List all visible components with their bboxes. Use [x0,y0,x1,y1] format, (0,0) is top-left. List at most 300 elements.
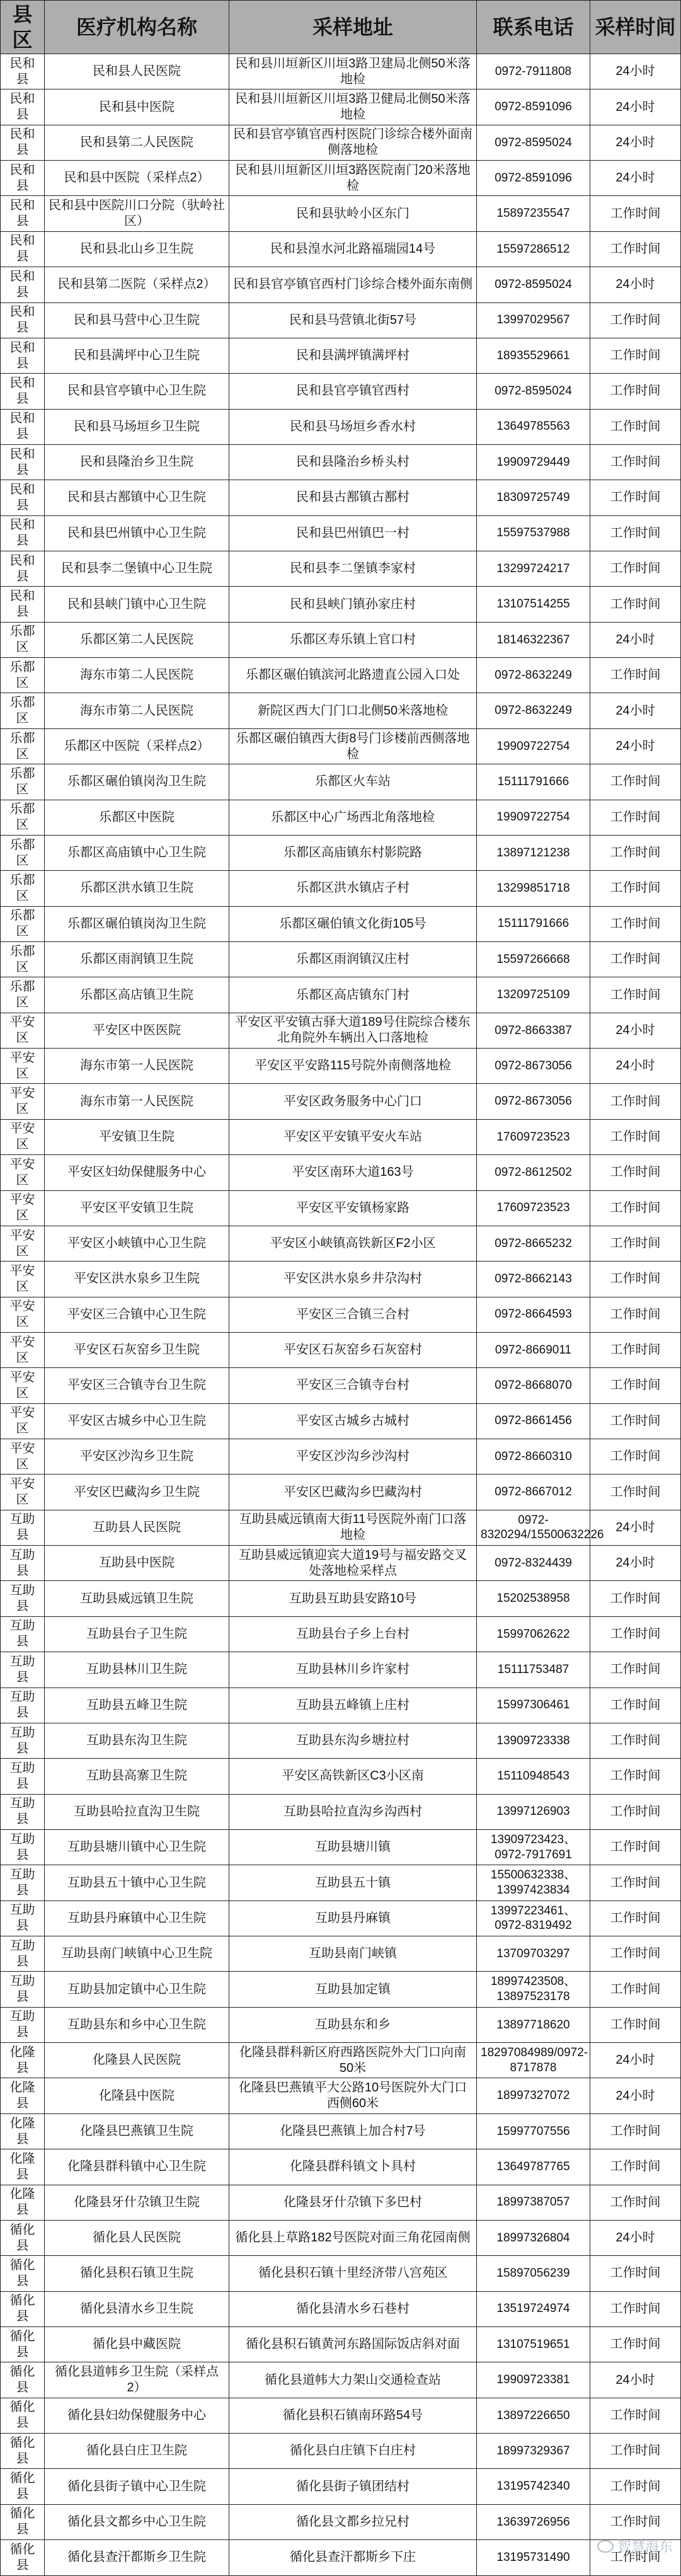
table-row [1,2398,681,2433]
cell-hours: 24小时 [590,161,681,196]
cell-phone: 0972-8632249 [477,658,590,693]
table-row [1,1013,681,1048]
cell-address: 乐都区洪水镇店子村 [229,871,477,906]
cell-county: 民和县 [1,125,45,160]
table-row [1,1332,681,1367]
table-row [1,2327,681,2362]
cell-institution: 平安区平安镇卫生院 [45,1190,229,1226]
cell-address: 平安区政务服务中心门口 [229,1084,477,1119]
cell-phone: 13195731490 [477,2540,590,2575]
cell-phone: 0972-8612502 [477,1155,590,1190]
cell-address: 化隆县巴燕镇平大公路10号医院外大门口西侧60米 [229,2078,477,2113]
cell-address: 平安区平安路115号院外南侧落地检 [229,1049,477,1084]
cell-county: 民和县 [1,196,45,231]
table-row [1,1155,681,1190]
cell-phone: 15500632338、13997423834 [477,1865,590,1900]
table-row [1,764,681,800]
table-row [1,551,681,587]
cell-county: 循化县 [1,2504,45,2539]
cell-county: 民和县 [1,54,45,89]
cell-phone: 0972-8665232 [477,1226,590,1261]
cell-institution: 互助县台子卫生院 [45,1616,229,1652]
table-row [1,1510,681,1545]
cell-county: 平安区 [1,1119,45,1154]
table-row [1,1297,681,1332]
cell-hours: 24小时 [590,1510,681,1545]
cell-phone: 13299724217 [477,551,590,587]
cell-institution: 民和县巴州镇中心卫生院 [45,515,229,551]
cell-hours: 工作时间 [590,1652,681,1688]
cell-address: 民和县古鄯镇古鄯村 [229,480,477,515]
table-row [1,515,681,551]
cell-county: 化隆县 [1,2043,45,2078]
table-header-row [1,1,681,54]
cell-county: 循化县 [1,2540,45,2575]
cell-phone: 0972-8320294/15500632226 [477,1510,590,1545]
cell-institution: 互助县人民医院 [45,1510,229,1545]
cell-address: 平安区古城乡古城村 [229,1403,477,1439]
cell-hours: 工作时间 [590,587,681,622]
cell-county: 化隆县 [1,2113,45,2149]
cell-institution: 民和县第二人民医院 [45,125,229,160]
cell-address: 民和县川垣新区川垣3路医院南门20米落地检 [229,161,477,196]
cell-institution: 循化县道帏乡卫生院（采样点2） [45,2362,229,2398]
cell-address: 循化县积石镇南环路54号 [229,2398,477,2433]
cell-phone: 15997306461 [477,1688,590,1723]
cell-county: 互助县 [1,1546,45,1581]
cell-county: 平安区 [1,1084,45,1119]
cell-hours: 工作时间 [590,338,681,373]
cell-institution: 平安区沙沟乡卫生院 [45,1439,229,1475]
table-row [1,2256,681,2291]
cell-phone: 0972-8669011 [477,1332,590,1367]
cell-institution: 平安区妇幼保健服务中心 [45,1155,229,1190]
cell-address: 乐都区碾伯镇文化街105号 [229,906,477,941]
cell-institution: 海东市第二人民医院 [45,658,229,693]
table-row [1,906,681,941]
table-row [1,728,681,764]
cell-county: 乐都区 [1,941,45,977]
cell-county: 平安区 [1,1190,45,1226]
cell-address: 平安区南环大道163号 [229,1155,477,1190]
cell-hours: 工作时间 [590,2504,681,2539]
cell-hours: 工作时间 [590,2291,681,2326]
cell-county: 平安区 [1,1403,45,1439]
table-row [1,302,681,338]
cell-county: 民和县 [1,409,45,444]
cell-address: 循化县道帏大力架山交通检查站 [229,2362,477,2398]
cell-phone: 0972-8660310 [477,1439,590,1475]
cell-hours: 工作时间 [590,906,681,941]
cell-county: 平安区 [1,1297,45,1332]
cell-county: 平安区 [1,1368,45,1403]
cell-phone: 0972-8661456 [477,1403,590,1439]
cell-county: 乐都区 [1,728,45,764]
cell-county: 循化县 [1,2469,45,2504]
cell-institution: 互助县塘川镇中心卫生院 [45,1829,229,1865]
table-row [1,2362,681,2398]
cell-phone: 13107514255 [477,587,590,622]
cell-phone: 15897056239 [477,2256,590,2291]
cell-institution: 民和县李二堡镇中心卫生院 [45,551,229,587]
cell-address: 民和县官亭镇官西村 [229,374,477,409]
cell-institution: 民和县中医院 [45,89,229,125]
cell-hours: 工作时间 [590,374,681,409]
cell-institution: 互助县中医院 [45,1546,229,1581]
cell-hours: 工作时间 [590,800,681,835]
cell-phone: 15202538958 [477,1581,590,1616]
cell-phone: 18935529661 [477,338,590,373]
cell-hours: 工作时间 [590,2185,681,2220]
cell-hours: 工作时间 [590,1865,681,1900]
cell-hours: 工作时间 [590,1475,681,1510]
cell-county: 互助县 [1,1688,45,1723]
cell-address: 平安区平安镇古驿大道189号住院综合楼东北角院外车辆出入口落地检 [229,1013,477,1048]
cell-phone: 15111791666 [477,764,590,800]
cell-hours: 工作时间 [590,1084,681,1119]
cell-hours: 24小时 [590,54,681,89]
cell-institution: 民和县马营中心卫生院 [45,302,229,338]
table-row [1,54,681,89]
cell-hours: 工作时间 [590,1616,681,1652]
cell-address: 互助县威远镇南大街11号医院外南门口落地检 [229,1510,477,1545]
cell-institution: 互助县威远镇卫生院 [45,1581,229,1616]
cell-county: 乐都区 [1,871,45,906]
cell-institution: 循化县中藏医院 [45,2327,229,2362]
table-row [1,2007,681,2042]
watermark [597,2536,673,2556]
cell-phone: 0972-7911808 [477,54,590,89]
cell-county: 互助县 [1,1759,45,1794]
cell-institution: 互助县哈拉直沟卫生院 [45,1794,229,1829]
cell-address: 循化县街子镇团结村 [229,2469,477,2504]
cell-institution: 化隆县人民医院 [45,2043,229,2078]
table-row [1,622,681,657]
cell-address: 民和县马营镇北街57号 [229,302,477,338]
table-row [1,1368,681,1403]
cell-phone: 13997126903 [477,1794,590,1829]
cell-hours: 工作时间 [590,2327,681,2362]
cell-phone: 0972-8673056 [477,1084,590,1119]
cell-phone: 15110948543 [477,1759,590,1794]
cell-county: 乐都区 [1,622,45,657]
cell-address: 互助县东和乡 [229,2007,477,2042]
cell-institution: 民和县马场垣乡卫生院 [45,409,229,444]
header-address: 采样地址 [229,1,477,54]
cell-county: 乐都区 [1,800,45,835]
cell-county: 循化县 [1,2362,45,2398]
table-row [1,2540,681,2575]
cell-county: 循化县 [1,2256,45,2291]
cell-address: 民和县官亭镇官西村门诊综合楼外面东南侧 [229,267,477,302]
cell-hours: 工作时间 [590,2007,681,2042]
table-row [1,2149,681,2185]
cell-institution: 乐都区洪水镇卫生院 [45,871,229,906]
cell-institution: 平安镇卫生院 [45,1119,229,1154]
cell-address: 乐都区中心广场西北角落地检 [229,800,477,835]
cell-county: 民和县 [1,267,45,302]
cell-address: 民和县巴州镇巴一村 [229,515,477,551]
cell-institution: 民和县北山乡卫生院 [45,231,229,267]
cell-institution: 民和县官亭镇中心卫生院 [45,374,229,409]
cell-institution: 乐都区碾伯镇岗沟卫生院 [45,764,229,800]
header-hours: 采样时间 [590,1,681,54]
cell-hours: 工作时间 [590,1297,681,1332]
table-row [1,1900,681,1936]
cell-county: 互助县 [1,1510,45,1545]
cell-county: 循化县 [1,2327,45,2362]
cell-address: 平安区三合镇三合村 [229,1297,477,1332]
cell-hours: 24小时 [590,2220,681,2255]
cell-hours: 工作时间 [590,302,681,338]
cell-county: 平安区 [1,1155,45,1190]
cell-address: 新院区西大门门口北侧50米落地检 [229,693,477,728]
cell-institution: 平安区三合镇寺台卫生院 [45,1368,229,1403]
table-row [1,1723,681,1758]
cell-hours: 24小时 [590,2362,681,2398]
cell-address: 乐都区高庙镇东村影院路 [229,835,477,870]
table-row [1,2504,681,2539]
cell-county: 循化县 [1,2220,45,2255]
cell-phone: 0972-8667012 [477,1475,590,1510]
cell-institution: 乐都区第二人民医院 [45,622,229,657]
cell-county: 乐都区 [1,906,45,941]
cell-institution: 民和县第二医院（采样点2） [45,267,229,302]
cell-county: 互助县 [1,1616,45,1652]
cell-county: 乐都区 [1,764,45,800]
cell-county: 民和县 [1,161,45,196]
cell-phone: 0972-8662143 [477,1262,590,1297]
cell-county: 民和县 [1,374,45,409]
cell-county: 民和县 [1,231,45,267]
cell-institution: 民和县中医院川口分院（驮岭社区） [45,196,229,231]
cell-hours: 工作时间 [590,658,681,693]
cell-hours: 工作时间 [590,1900,681,1936]
watermark-text: 智慧海东 [617,2539,673,2555]
table-row [1,1865,681,1900]
cell-county: 互助县 [1,1936,45,1972]
table-row [1,1439,681,1475]
cell-phone: 13299851718 [477,871,590,906]
cell-county: 互助县 [1,1829,45,1865]
cell-phone: 0972-8595024 [477,125,590,160]
cell-address: 民和县川垣新区川垣3路卫健局北侧50米落地检 [229,89,477,125]
header-institution: 医疗机构名称 [45,1,229,54]
cell-hours: 24小时 [590,1049,681,1084]
cell-phone: 18146322367 [477,622,590,657]
table-row [1,1794,681,1829]
cell-address: 循化县清水乡石巷村 [229,2291,477,2326]
cell-county: 乐都区 [1,977,45,1013]
cell-phone: 0972-8324439 [477,1546,590,1581]
cell-address: 互助县林川乡许家村 [229,1652,477,1688]
cell-phone: 18997329367 [477,2434,590,2469]
cell-county: 互助县 [1,1723,45,1758]
cell-hours: 工作时间 [590,196,681,231]
cell-county: 民和县 [1,444,45,480]
table-row [1,1972,681,2007]
cell-hours: 工作时间 [590,2540,681,2575]
cell-address: 乐都区雨润镇汉庄村 [229,941,477,977]
cell-address: 乐都区高店镇东门村 [229,977,477,1013]
cell-institution: 循化县清水乡卫生院 [45,2291,229,2326]
cell-address: 民和县峡门镇孙家庄村 [229,587,477,622]
cell-institution: 互助县高寨卫生院 [45,1759,229,1794]
cell-hours: 工作时间 [590,1119,681,1154]
cell-hours: 工作时间 [590,2434,681,2469]
cell-address: 循化县积石镇黄河东路国际饭店斜对面 [229,2327,477,2362]
cell-address: 互助县威远镇迎宾大道19号与福安路交叉处落地检采样点 [229,1546,477,1581]
cell-phone: 15111791666 [477,906,590,941]
table-row [1,1546,681,1581]
cell-hours: 工作时间 [590,1794,681,1829]
cell-hours: 工作时间 [590,1262,681,1297]
cell-hours: 24小时 [590,1013,681,1048]
cell-county: 民和县 [1,302,45,338]
cell-institution: 民和县人民医院 [45,54,229,89]
cell-address: 化隆县群科镇文卜具村 [229,2149,477,2185]
cell-address: 循化县文都乡拉兄村 [229,2504,477,2539]
cell-hours: 工作时间 [590,551,681,587]
cell-phone: 18997327072 [477,2078,590,2113]
cell-institution: 平安区小峡镇中心卫生院 [45,1226,229,1261]
cell-address: 民和县湟水河北路福瑞园14号 [229,231,477,267]
cell-address: 互助县台子乡上台村 [229,1616,477,1652]
cell-address: 民和县川垣新区川垣3路卫建局北侧50米落地检 [229,54,477,89]
table-row [1,374,681,409]
cell-county: 平安区 [1,1475,45,1510]
cell-address: 民和县满坪镇满坪村 [229,338,477,373]
cell-hours: 工作时间 [590,2113,681,2149]
table-row [1,1936,681,1972]
cell-address: 平安区沙沟乡沙沟村 [229,1439,477,1475]
cell-phone: 18997326804 [477,2220,590,2255]
cell-phone: 0972-8591096 [477,89,590,125]
cell-county: 化隆县 [1,2185,45,2220]
cell-institution: 循化县人民医院 [45,2220,229,2255]
cell-institution: 循化县街子镇中心卫生院 [45,2469,229,2504]
table-row [1,835,681,870]
cell-phone: 17609723523 [477,1119,590,1154]
table-row [1,1652,681,1688]
cell-hours: 24小时 [590,693,681,728]
cell-hours: 24小时 [590,622,681,657]
table-row [1,800,681,835]
cell-phone: 13649785563 [477,409,590,444]
cell-phone: 15111753487 [477,1652,590,1688]
cell-institution: 互助县五峰卫生院 [45,1688,229,1723]
cell-hours: 24小时 [590,2043,681,2078]
table-row [1,1616,681,1652]
cell-institution: 化隆县巴燕镇卫生院 [45,2113,229,2149]
table-row [1,1226,681,1261]
table-row [1,941,681,977]
cell-hours: 工作时间 [590,2398,681,2433]
cell-hours: 工作时间 [590,1226,681,1261]
cell-address: 循化县上草路182号医院对面三角花园南侧 [229,2220,477,2255]
cell-county: 互助县 [1,1794,45,1829]
cell-hours: 工作时间 [590,1439,681,1475]
cell-phone: 0972-8664593 [477,1297,590,1332]
cell-county: 化隆县 [1,2149,45,2185]
cell-hours: 工作时间 [590,480,681,515]
cell-address: 平安区小峡镇高铁新区F2小区 [229,1226,477,1261]
cell-phone: 13909723338 [477,1723,590,1758]
cell-phone: 15997062622 [477,1616,590,1652]
wechat-icon [597,2540,614,2553]
cell-address: 民和县马场垣乡香水村 [229,409,477,444]
cell-county: 互助县 [1,1972,45,2007]
cell-phone: 13195742340 [477,2469,590,2504]
table-row [1,89,681,125]
cell-hours: 工作时间 [590,977,681,1013]
cell-county: 循化县 [1,2398,45,2433]
cell-institution: 化隆县群科镇中心卫生院 [45,2149,229,2185]
table-row [1,1581,681,1616]
cell-county: 民和县 [1,338,45,373]
cell-hours: 工作时间 [590,409,681,444]
table-row [1,1190,681,1226]
table-row [1,2043,681,2078]
cell-address: 民和县隆治乡桥头村 [229,444,477,480]
cell-county: 循化县 [1,2434,45,2469]
cell-hours: 工作时间 [590,1332,681,1367]
cell-phone: 0972-8595024 [477,267,590,302]
cell-phone: 15897235547 [477,196,590,231]
cell-address: 互助县加定镇 [229,1972,477,2007]
table-row [1,1262,681,1297]
cell-address: 互助县南门峡镇 [229,1936,477,1972]
cell-phone: 13107519651 [477,2327,590,2362]
cell-institution: 平安区巴藏沟乡卫生院 [45,1475,229,1510]
cell-institution: 平安区石灰窑乡卫生院 [45,1332,229,1367]
cell-hours: 24小时 [590,125,681,160]
cell-hours: 工作时间 [590,1688,681,1723]
cell-address: 平安区高铁新区C3小区南 [229,1759,477,1794]
table-row [1,409,681,444]
table-row [1,480,681,515]
header-county: 县区 [1,1,45,54]
table-row [1,1688,681,1723]
cell-institution: 民和县满坪中心卫生院 [45,338,229,373]
cell-phone: 13639726956 [477,2504,590,2539]
cell-institution: 互助县五十镇中心卫生院 [45,1865,229,1900]
cell-address: 民和县李二堡镇李家村 [229,551,477,587]
cell-phone: 18997387057 [477,2185,590,2220]
cell-institution: 乐都区雨润镇卫生院 [45,941,229,977]
cell-hours: 工作时间 [590,1972,681,2007]
cell-hours: 24小时 [590,89,681,125]
cell-address: 民和县官亭镇官西村医院门诊综合楼外面南侧落地检 [229,125,477,160]
cell-address: 平安区石灰窑乡石灰窑村 [229,1332,477,1367]
cell-phone: 17609723523 [477,1190,590,1226]
cell-address: 平安区三合镇寺台村 [229,1368,477,1403]
cell-county: 平安区 [1,1013,45,1048]
cell-phone: 15597537988 [477,515,590,551]
cell-hours: 工作时间 [590,871,681,906]
cell-address: 互助县丹麻镇 [229,1900,477,1936]
table-row [1,1119,681,1154]
cell-hours: 工作时间 [590,1936,681,1972]
cell-phone: 0972-8591096 [477,161,590,196]
cell-institution: 平安区中医医院 [45,1013,229,1048]
cell-institution: 互助县林川卫生院 [45,1652,229,1688]
cell-hours: 工作时间 [590,1190,681,1226]
cell-county: 民和县 [1,515,45,551]
cell-phone: 0972-8595024 [477,374,590,409]
cell-county: 民和县 [1,480,45,515]
cell-phone: 13209725109 [477,977,590,1013]
